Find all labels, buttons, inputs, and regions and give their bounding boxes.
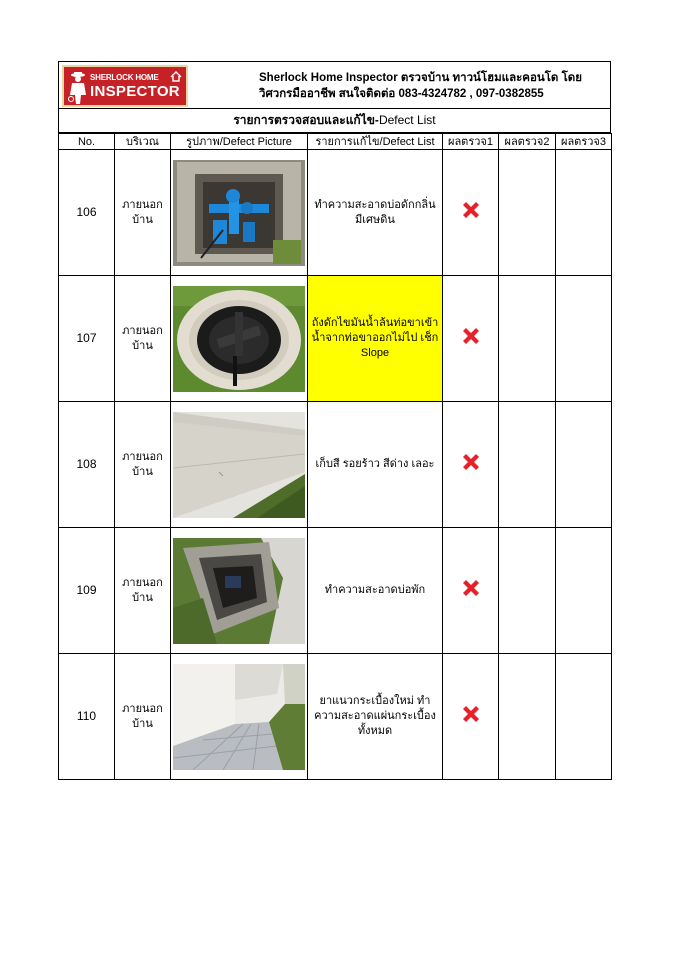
check2-cell xyxy=(499,276,556,402)
row-area xyxy=(115,150,171,276)
logo-text-bottom: INSPECTOR xyxy=(90,83,180,100)
defect-photo-tile-walkway[interactable] xyxy=(173,664,305,770)
row-area xyxy=(115,402,171,528)
title-thai: รายการตรวจสอบและแก้ไข- xyxy=(233,113,379,127)
check2-cell xyxy=(499,402,556,528)
company-logo xyxy=(62,65,188,107)
company-info xyxy=(189,62,610,108)
row-number: 107 xyxy=(59,276,115,402)
area-line-1: ภายนอก xyxy=(122,702,163,715)
column-header-no: No. xyxy=(59,134,115,150)
row-area xyxy=(115,276,171,402)
defect-description: ถังดักไขมันน้ำล้นท่อขาเข้า น้ำจากท่อขาออกไม่ไป เช็ก Slope xyxy=(308,276,443,402)
column-header-picture: รูปภาพ/Defect Picture xyxy=(171,134,308,150)
check3-cell xyxy=(556,276,612,402)
check1-cell xyxy=(443,402,499,528)
check2-cell xyxy=(499,150,556,276)
red-x-icon xyxy=(460,199,482,221)
red-x-icon xyxy=(460,577,482,599)
area-line-1: ภายนอก xyxy=(122,198,163,211)
defect-photo-manhole[interactable] xyxy=(173,538,305,644)
area-line-1: ภายนอก xyxy=(122,324,163,337)
defect-picture-cell xyxy=(171,276,308,402)
check3-cell xyxy=(556,528,612,654)
defect-picture-cell xyxy=(171,528,308,654)
row-number: 106 xyxy=(59,150,115,276)
table-row xyxy=(59,276,612,402)
defect-description: ทำความสะอาดบ่อพัก xyxy=(308,528,443,654)
column-header-defect: รายการแก้ไข/Defect List xyxy=(308,134,443,150)
area-line-1: ภายนอก xyxy=(122,576,163,589)
defect-picture-cell xyxy=(171,150,308,276)
column-header-area: บริเวณ xyxy=(115,134,171,150)
report-header xyxy=(58,61,611,109)
defect-description: ยาแนวกระเบื้องใหม่ ทำ ความสะอาดแผ่นกระเบื้อง ทั้งหมด xyxy=(308,654,443,780)
column-header-check3: ผลตรวจ3 xyxy=(556,134,612,150)
table-row xyxy=(59,528,612,654)
check3-cell xyxy=(556,150,612,276)
column-header-check2: ผลตรวจ2 xyxy=(499,134,556,150)
table-header-row xyxy=(59,134,612,150)
red-x-icon xyxy=(460,703,482,725)
defect-description: ทำความสะอาดบ่อดักกลิ่น มีเศษดิน xyxy=(308,150,443,276)
detective-icon xyxy=(68,71,88,105)
defect-picture-cell xyxy=(171,402,308,528)
check2-cell xyxy=(499,654,556,780)
column-header-check1: ผลตรวจ1 xyxy=(443,134,499,150)
defect-picture-cell xyxy=(171,654,308,780)
report-title xyxy=(58,109,611,133)
check1-cell xyxy=(443,276,499,402)
area-line-2: บ้าน xyxy=(132,213,153,226)
company-line-2: วิศวกรมืออาชีพ สนใจติดต่อ 083-4324782 , 097-0382855 xyxy=(259,88,544,100)
red-x-icon xyxy=(460,451,482,473)
logo-cell xyxy=(59,62,189,108)
check1-cell xyxy=(443,654,499,780)
check3-cell xyxy=(556,402,612,528)
area-line-2: บ้าน xyxy=(132,591,153,604)
check1-cell xyxy=(443,150,499,276)
red-x-icon xyxy=(460,325,482,347)
row-area xyxy=(115,654,171,780)
defect-photo-wall[interactable] xyxy=(173,412,305,518)
area-line-2: บ้าน xyxy=(132,717,153,730)
row-number: 109 xyxy=(59,528,115,654)
defect-table xyxy=(58,133,612,780)
logo-text-top: SHERLOCK HOME xyxy=(90,73,159,82)
defect-description: เก็บสี รอยร้าว สีด่าง เลอะ xyxy=(308,402,443,528)
row-area xyxy=(115,528,171,654)
check3-cell xyxy=(556,654,612,780)
check1-cell xyxy=(443,528,499,654)
defect-photo-drain-pit[interactable] xyxy=(173,160,305,266)
area-line-2: บ้าน xyxy=(132,339,153,352)
area-line-1: ภายนอก xyxy=(122,450,163,463)
area-line-2: บ้าน xyxy=(132,465,153,478)
defect-sheet xyxy=(58,61,611,780)
table-row xyxy=(59,402,612,528)
house-icon xyxy=(170,71,182,82)
defect-photo-grease-trap[interactable] xyxy=(173,286,305,392)
check2-cell xyxy=(499,528,556,654)
table-row xyxy=(59,654,612,780)
company-line-1: Sherlock Home Inspector ตรวจบ้าน ทาวน์โฮมและคอนโด โดย xyxy=(259,72,582,84)
row-number: 110 xyxy=(59,654,115,780)
table-row xyxy=(59,150,612,276)
row-number: 108 xyxy=(59,402,115,528)
title-english: Defect List xyxy=(378,113,436,127)
